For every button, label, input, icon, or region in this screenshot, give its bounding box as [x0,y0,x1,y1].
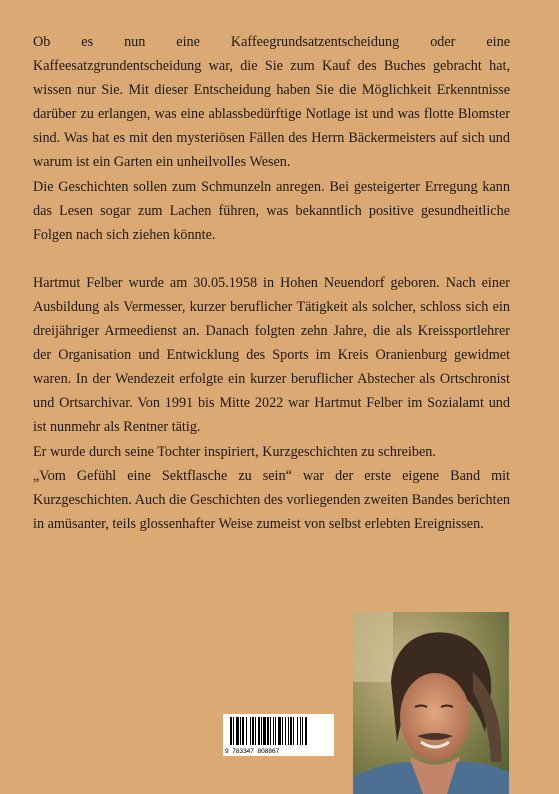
author-bio-paragraph: Hartmut Felber wurde am 30.05.1958 in Hohen Neuendorf geboren. Nach einer Ausbildung als Vermesser, kurzer beruflicher Tätigkeit als solcher, schloss sich ein dreijähriger Armeedienst an. Danach folgten zehn Jahre, die als Kreissportlehrer der Organisation und Entwicklung des Sports im Kreis Oranienburg gewidmet waren. In der Wendezeit erfolgte ein kurzer beruflicher Abstecher als Ortschronist und Ortsarchivar. Von 1991 bis Mitte 2022 war Hartmut Felber im Sozialamt und ist nunmehr als Rentner tätig. [33,274,510,436]
author-bio-paragraph: Er wurde durch seine Tochter inspiriert, Kurzgeschichten zu schreiben. [33,443,436,460]
blurb-paragraph: Ob es nun eine Kaffeegrundsatzentscheidung oder eine Kaffeesatzgrundentscheidung war, die Sie zum Kauf des Buches gebracht hat, wissen nur Sie. Mit dieser Entscheidung haben Sie die Möglichkeit Erkenntnisse darüber zu erlangen, was eine ablassbedürftige Notlage ist und was flotte Blomster sind. Was hat es mit den mysteriösen Fällen des Herrn Bäckermeisters auf sich und warum ist ein Garten ein unheilvolles Wesen. [33,34,510,171]
blurb-paragraph: Die Geschichten sollen zum Schmunzeln anregen. Bei gesteigerter Erregung kann das Lesen sogar zum Lachen führen, was bekanntlich positive gesundheitliche Folgen nach sich ziehen könnte. [33,178,510,243]
barcode-bars [226,717,331,745]
author-photo [353,612,509,794]
barcode-digits: 9 783347 808867 [225,748,280,755]
isbn-barcode [223,714,334,756]
back-cover-text [33,30,510,536]
author-bio-paragraph: „Vom Gefühl eine Sektflasche zu sein“ war der erste eigene Band mit Kurzgeschichten. Auch die Geschichten des vorliegenden zweiten Bandes berichten in amüsanter, teils glossenhafter Weise zumeist von selbst erlebten Ereignissen. [33,467,510,532]
